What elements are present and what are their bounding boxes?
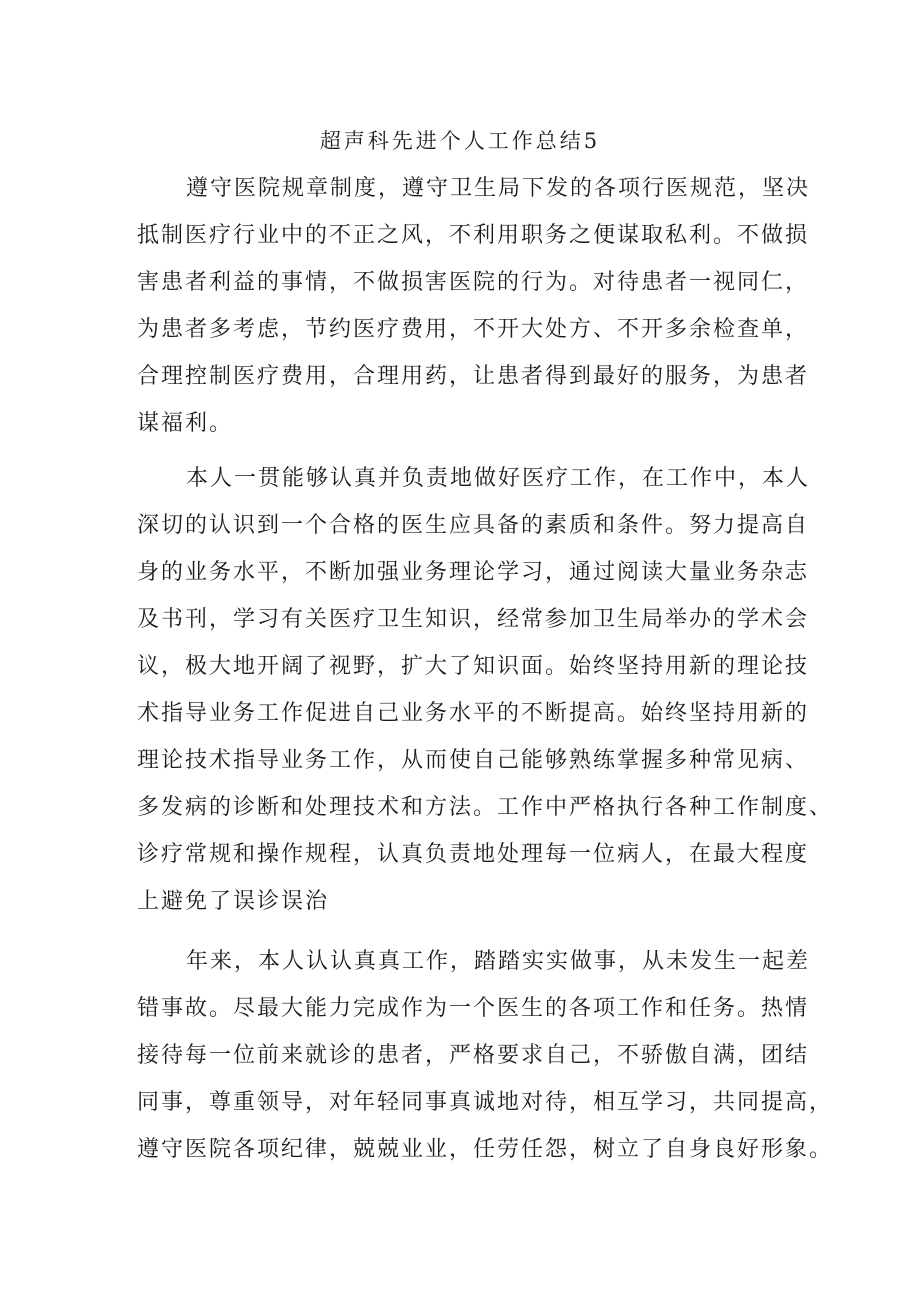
paragraph-line: 上避免了误诊误治 <box>137 889 330 914</box>
paragraph-line: 同事，尊重领导，对年轻同事真诚地对待，相互学习，共同提高， <box>137 1090 834 1115</box>
paragraph-line: 本人一贯能够认真并负责地做好医疗工作，在工作中，本人 <box>186 466 811 491</box>
paragraph-line: 遵守医院各项纪律，兢兢业业，任劳任怨，树立了自身良好形象。 <box>137 1137 834 1162</box>
paragraph-line: 多发病的诊断和处理技术和方法。工作中严格执行各种工作制度、 <box>137 795 834 820</box>
paragraph-line: 遵守医院规章制度，遵守卫生局下发的各项行医规范，坚决 <box>186 176 811 201</box>
paragraph-line: 为患者多考虑，节约医疗费用，不开大处方、不开多余检查单， <box>137 317 810 342</box>
paragraph-line: 议，极大地开阔了视野，扩大了知识面。始终坚持用新的理论技 <box>137 654 810 679</box>
paragraph-line: 深切的认识到一个合格的医生应具备的素质和条件。努力提高自 <box>137 513 810 538</box>
paragraph-line: 害患者利益的事情，不做损害医院的行为。对待患者一视同仁， <box>137 270 810 295</box>
paragraph-line: 抵制医疗行业中的不正之风，不利用职务之便谋取私利。不做损 <box>137 223 810 248</box>
paragraph-line: 接待每一位前来就诊的患者，严格要求自己，不骄傲自满，团结 <box>137 1043 810 1068</box>
paragraph-line: 错事故。尽最大能力完成作为一个医生的各项工作和任务。热情 <box>137 996 810 1021</box>
paragraph-line: 身的业务水平，不断加强业务理论学习，通过阅读大量业务杂志 <box>137 560 810 585</box>
paragraph-line: 术指导业务工作促进自己业务水平的不断提高。始终坚持用新的 <box>137 701 810 726</box>
paragraph-line: 及书刊，学习有关医疗卫生知识，经常参加卫生局举办的学术会 <box>137 607 810 632</box>
paragraph-line: 合理控制医疗费用，合理用药，让患者得到最好的服务，为患者 <box>137 364 810 389</box>
document-title: 超声科先进个人工作总结5 <box>319 129 601 153</box>
paragraph-line: 诊疗常规和操作规程，认真负责地处理每一位病人，在最大程度 <box>137 842 810 867</box>
paragraph-line: 年来，本人认认真真工作，踏踏实实做事，从未发生一起差 <box>186 949 811 974</box>
paragraph-line: 谋福利。 <box>137 411 234 436</box>
paragraph-line: 理论技术指导业务工作，从而使自己能够熟练掌握多种常见病、 <box>137 748 810 773</box>
